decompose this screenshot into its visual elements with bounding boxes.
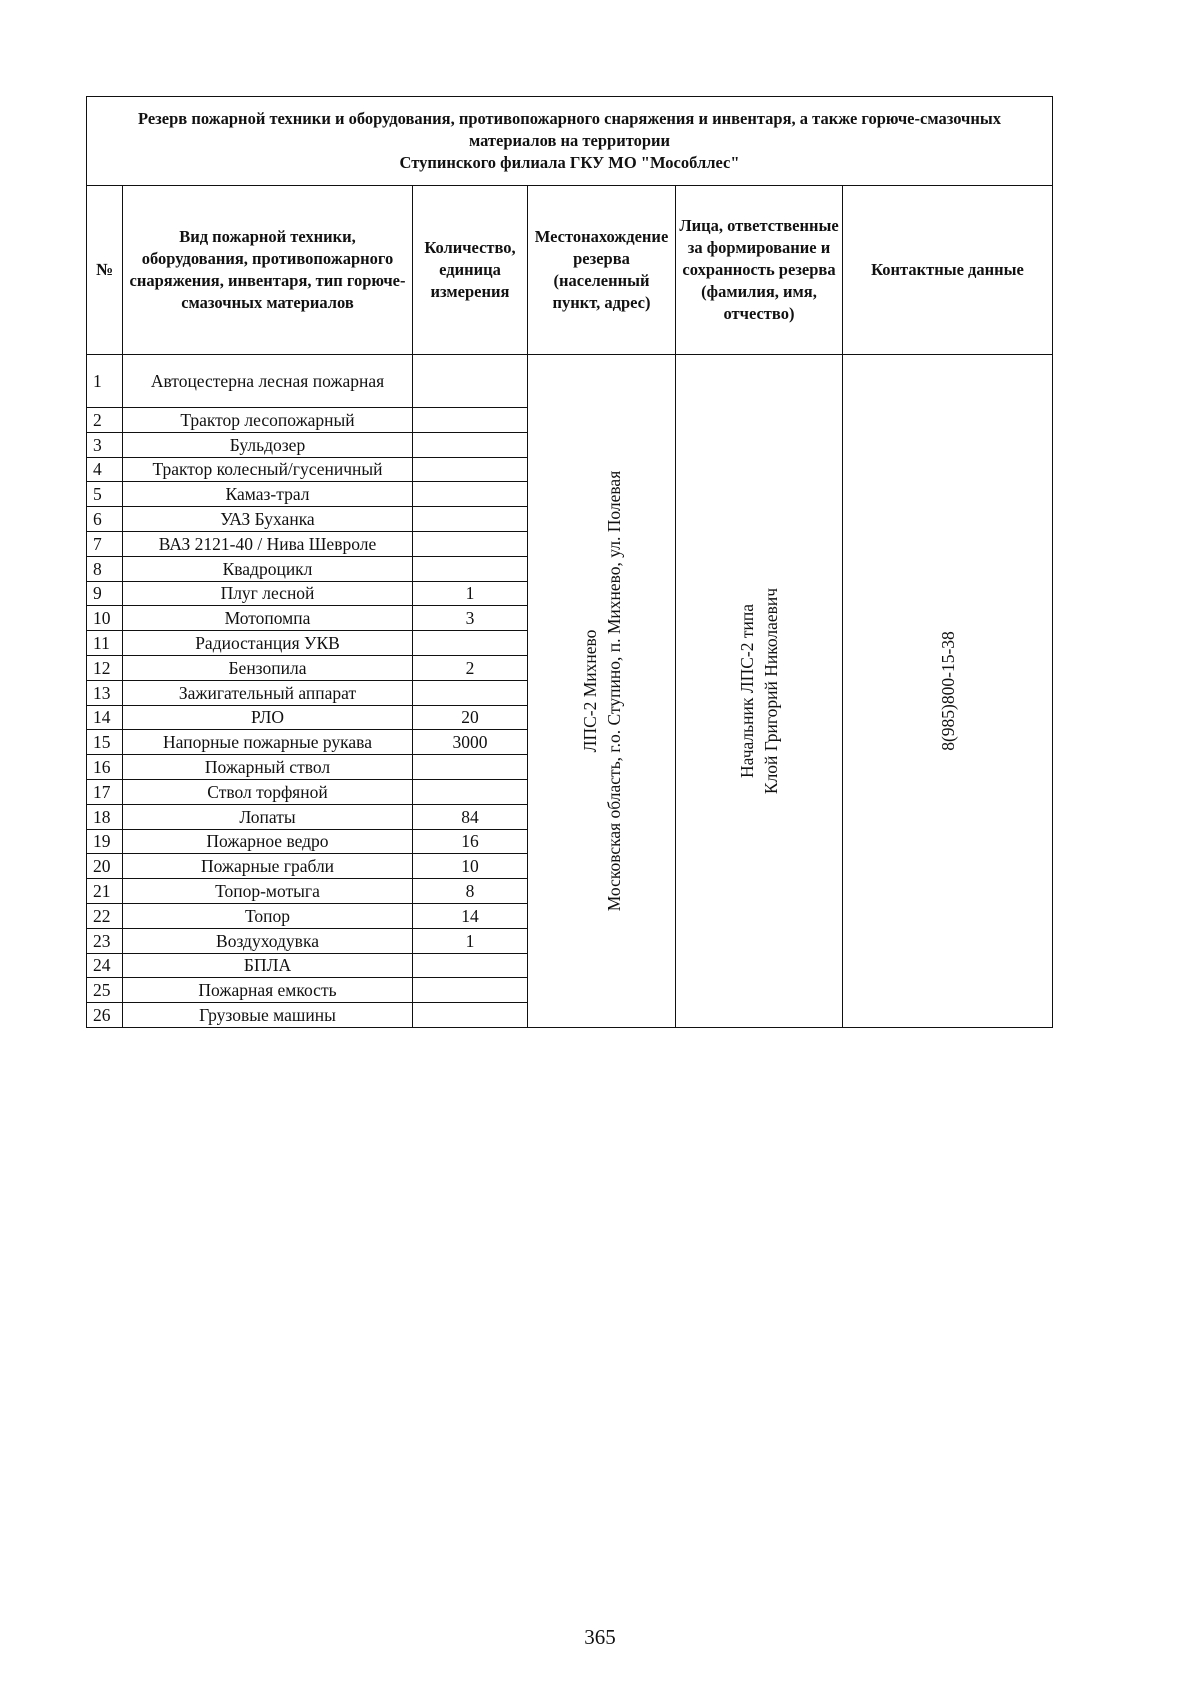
location-text bbox=[578, 471, 626, 911]
row-name: Топор-мотыга bbox=[123, 879, 413, 904]
row-num: 19 bbox=[87, 829, 123, 854]
row-qty bbox=[413, 953, 528, 978]
table-title-line2: Ступинского филиала ГКУ МО "Мособллес" bbox=[399, 153, 740, 172]
row-name: Плуг лесной bbox=[123, 581, 413, 606]
reserve-table bbox=[86, 96, 1053, 1028]
row-name: Мотопомпа bbox=[123, 606, 413, 631]
row-name: Камаз-трал bbox=[123, 482, 413, 507]
location-line2: Московская область, г.о. Ступино, п. Михнево, ул. Полевая bbox=[603, 470, 624, 912]
row-name: Автоцестерна лесная пожарная bbox=[123, 355, 413, 408]
row-qty: 3000 bbox=[413, 730, 528, 755]
row-num: 14 bbox=[87, 705, 123, 730]
row-qty: 8 bbox=[413, 879, 528, 904]
row-num: 17 bbox=[87, 779, 123, 804]
row-num: 5 bbox=[87, 482, 123, 507]
row-name: Радиостанция УКВ bbox=[123, 631, 413, 656]
responsible-line1: Начальник ЛПС-2 типа bbox=[737, 603, 757, 778]
row-name: Лопаты bbox=[123, 804, 413, 829]
row-qty: 3 bbox=[413, 606, 528, 631]
row-name: Пожарные грабли bbox=[123, 854, 413, 879]
header-qty: Количество, единица измерения bbox=[413, 186, 528, 355]
header-type: Вид пожарной техники, оборудования, противопожарного снаряжения, инвентаря, тип горюче-смазочных материалов bbox=[123, 186, 413, 355]
row-num: 12 bbox=[87, 655, 123, 680]
header-responsible: Лица, ответственные за формирование и сохранность резерва (фамилия, имя, отчество) bbox=[676, 186, 843, 355]
row-name: Ствол торфяной bbox=[123, 779, 413, 804]
row-name: Пожарная емкость bbox=[123, 978, 413, 1003]
responsible-cell bbox=[676, 355, 843, 1028]
row-num: 21 bbox=[87, 879, 123, 904]
row-qty bbox=[413, 755, 528, 780]
row-num: 26 bbox=[87, 1003, 123, 1028]
row-num: 2 bbox=[87, 408, 123, 433]
contact-cell bbox=[843, 355, 1053, 1028]
row-qty: 84 bbox=[413, 804, 528, 829]
row-qty bbox=[413, 482, 528, 507]
header-location: Местонахождение резерва (населенный пункт, адрес) bbox=[528, 186, 676, 355]
row-name: РЛО bbox=[123, 705, 413, 730]
row-name: Пожарный ствол bbox=[123, 755, 413, 780]
row-name: ВАЗ 2121-40 / Нива Шевроле bbox=[123, 531, 413, 556]
table-row bbox=[87, 355, 1053, 408]
row-qty bbox=[413, 531, 528, 556]
row-name: Трактор колесный/гусеничный bbox=[123, 457, 413, 482]
location-line1: ЛПС-2 Михнево bbox=[579, 629, 600, 753]
row-qty bbox=[413, 978, 528, 1003]
row-num: 22 bbox=[87, 903, 123, 928]
row-name: Трактор лесопожарный bbox=[123, 408, 413, 433]
row-num: 18 bbox=[87, 804, 123, 829]
row-qty: 1 bbox=[413, 581, 528, 606]
row-num: 25 bbox=[87, 978, 123, 1003]
row-num: 1 bbox=[87, 355, 123, 408]
row-qty bbox=[413, 779, 528, 804]
location-cell bbox=[528, 355, 676, 1028]
row-name: Воздуходувка bbox=[123, 928, 413, 953]
row-num: 6 bbox=[87, 507, 123, 532]
row-name: БПЛА bbox=[123, 953, 413, 978]
row-name: УАЗ Буханка bbox=[123, 507, 413, 532]
row-num: 8 bbox=[87, 556, 123, 581]
row-name: Квадроцикл bbox=[123, 556, 413, 581]
row-qty: 10 bbox=[413, 854, 528, 879]
row-num: 13 bbox=[87, 680, 123, 705]
row-num: 15 bbox=[87, 730, 123, 755]
row-qty bbox=[413, 507, 528, 532]
row-qty bbox=[413, 556, 528, 581]
row-qty bbox=[413, 355, 528, 408]
row-qty: 1 bbox=[413, 928, 528, 953]
responsible-text bbox=[735, 588, 783, 794]
contact-text: 8(985)800-15-38 bbox=[937, 631, 958, 751]
table-title-line1: Резерв пожарной техники и оборудования, противопожарного снаряжения и инвентаря, а также горюче-смазочных материалов на территории bbox=[137, 109, 1002, 150]
row-qty: 2 bbox=[413, 655, 528, 680]
header-contact: Контактные данные bbox=[843, 186, 1053, 355]
row-name: Бульдозер bbox=[123, 432, 413, 457]
row-name: Грузовые машины bbox=[123, 1003, 413, 1028]
row-name: Зажигательный аппарат bbox=[123, 680, 413, 705]
row-qty bbox=[413, 631, 528, 656]
page-number: 365 bbox=[584, 1625, 616, 1649]
row-num: 24 bbox=[87, 953, 123, 978]
row-qty bbox=[413, 457, 528, 482]
row-qty bbox=[413, 408, 528, 433]
row-qty bbox=[413, 1003, 528, 1028]
row-num: 3 bbox=[87, 432, 123, 457]
row-num: 9 bbox=[87, 581, 123, 606]
row-qty: 20 bbox=[413, 705, 528, 730]
table-title bbox=[87, 97, 1053, 186]
row-num: 7 bbox=[87, 531, 123, 556]
row-qty bbox=[413, 432, 528, 457]
row-num: 11 bbox=[87, 631, 123, 656]
row-num: 4 bbox=[87, 457, 123, 482]
row-qty: 16 bbox=[413, 829, 528, 854]
row-name: Топор bbox=[123, 903, 413, 928]
row-name: Пожарное ведро bbox=[123, 829, 413, 854]
row-qty: 14 bbox=[413, 903, 528, 928]
responsible-line2: Клой Григорий Николаевич bbox=[761, 587, 781, 795]
row-num: 20 bbox=[87, 854, 123, 879]
row-qty bbox=[413, 680, 528, 705]
row-name: Бензопила bbox=[123, 655, 413, 680]
header-num: № bbox=[87, 186, 123, 355]
row-num: 10 bbox=[87, 606, 123, 631]
row-name: Напорные пожарные рукава bbox=[123, 730, 413, 755]
row-num: 16 bbox=[87, 755, 123, 780]
row-num: 23 bbox=[87, 928, 123, 953]
